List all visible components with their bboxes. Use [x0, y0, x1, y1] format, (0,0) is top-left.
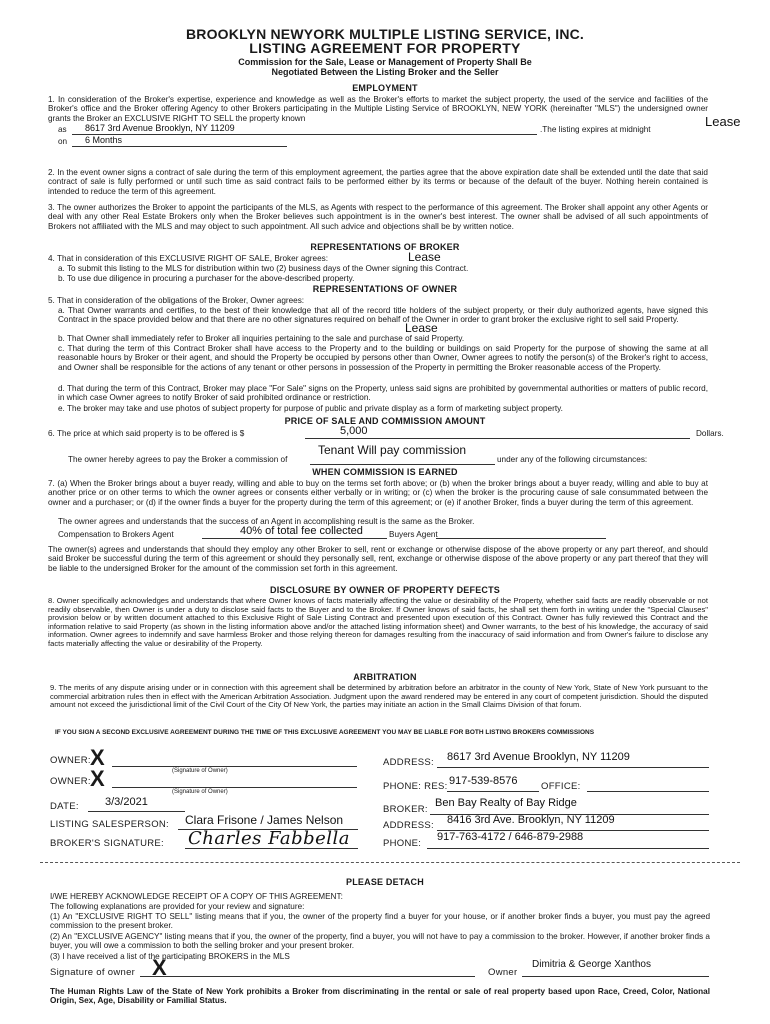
section-disclosure: DISCLOSURE BY OWNER OF PROPERTY DEFECTS — [270, 585, 500, 595]
owner-signature-caption-2: (Signature of Owner) — [172, 789, 228, 795]
section-rep-owner: REPRESENTATIONS OF OWNER — [312, 284, 458, 294]
date-label: DATE: — [50, 801, 79, 812]
owner-signature-line-2[interactable] — [112, 787, 357, 788]
signature-of-owner-label: Signature of owner — [50, 967, 136, 978]
term-line — [72, 146, 287, 147]
brokers-signature-value[interactable]: Charles Fabbella — [188, 828, 351, 849]
paragraph-5b: b. That Owner shall immediately refer to Broker all inquiries pertaining to the sale and purchase of said Property. — [58, 334, 465, 343]
listing-salesperson-label: LISTING SALESPERSON: — [50, 819, 169, 830]
office-line — [587, 791, 709, 792]
owner-signature-line-1[interactable] — [112, 766, 357, 767]
listing-salesperson-value[interactable]: Clara Frisone / James Nelson — [185, 813, 344, 827]
date-value[interactable]: 3/3/2021 — [105, 796, 148, 808]
paragraph-9: 9. The merits of any dispute arising under or in connection with this agreement shall be determined by arbitration before an arbitrator in the county of New York, State of New York pursuant to the commercial arbitration rules then in effect with the American Arbitration Association. Judgment upon the award rendered may be entered in any court of competent jurisdiction. Should the disputed amount not exceed the jurisdictional limit of the Civil Court of the City Of New York, the parties may initiate an action in the Small Claims Division of that forum. — [50, 683, 708, 710]
owner-agrees-lease: Lease — [405, 321, 438, 335]
acknowledge-receipt: I/WE HEREBY ACKNOWLEDGE RECEIPT OF A COPY OF THIS AGREEMENT: — [50, 892, 343, 901]
paragraph-5: 5. That in consideration of the obligations of the Broker, Owner agrees: — [48, 296, 305, 305]
explanation-1: (1) An "EXCLUSIVE RIGHT TO SELL" listing means that if you, the owner of the property find a buyer for your house, or if another broker finds a buyer, you must pay the agreed commission to the present broker. — [50, 912, 710, 931]
section-rep-broker: REPRESENTATIONS OF BROKER — [310, 242, 460, 252]
broker-value[interactable]: Ben Bay Realty of Bay Ridge — [435, 797, 577, 809]
buyers-agent-label: Buyers Agent — [389, 530, 438, 539]
price-label: 6. The price at which said property is to be offered is $ — [48, 429, 245, 438]
section-when-earned: WHEN COMMISSION IS EARNED — [312, 467, 458, 477]
paragraph-4: 4. That in consideration of this EXCLUSIVE RIGHT OF SALE, Broker agrees: — [48, 254, 329, 263]
phone-res-line — [447, 791, 539, 792]
buyers-agent-line — [436, 538, 606, 539]
property-address[interactable]: 8617 3rd Avenue Brooklyn, NY 11209 — [85, 123, 235, 133]
paragraph-4a: a. To submit this listing to the MLS for distribution within two (2) business days of the Owner signing this Contract. — [58, 264, 469, 273]
compensation-value[interactable]: 40% of total fee collected — [240, 525, 363, 537]
circumstances-label: under any of the following circumstances: — [497, 455, 648, 464]
broker-address-label: ADDRESS: — [383, 820, 434, 831]
office-label: OFFICE: — [541, 781, 581, 792]
detach-line — [40, 862, 740, 863]
paragraph-7-other-broker: The owner(s) agrees and understands that should they employ any other Broker to sell, rent or exchange or otherwise dispose of the above property or any part thereof, and should said Broker be successful during the term of this agreement or should they personally sell, rent, exchange or otherwise dispose of the above property or any part thereof that they will be liable to the undersigned Broker for the amount of the commission set forth in this agreement. — [48, 545, 708, 573]
footer-owner-value[interactable]: Dimitria & George Xanthos — [532, 959, 651, 970]
price-line — [305, 438, 690, 439]
owner-signature-x-2: X — [90, 766, 105, 791]
footer-owner-label: Owner — [488, 967, 518, 978]
footer-owner-signature-x: X — [152, 955, 167, 980]
human-rights-notice: The Human Rights Law of the State of New York prohibits a Broker from discriminating in the rental or sale of real property based upon Race, Creed, Color, National Origin, Sex, Age, Disability or Familial Status. — [50, 987, 710, 1006]
listing-type-lease: Lease — [705, 114, 741, 129]
owner-signature-caption-1: (Signature of Owner) — [172, 768, 228, 774]
section-please-detach: PLEASE DETACH — [346, 877, 424, 887]
paragraph-7-agent: The owner agrees and understands that the success of an Agent in accomplishing result is the same as the Broker. — [58, 517, 475, 526]
date-line — [88, 811, 185, 812]
section-price: PRICE OF SALE AND COMMISSION AMOUNT — [284, 416, 486, 426]
listing-term[interactable]: 6 Months — [85, 135, 123, 145]
explanation-3: (3) I have received a list of the participating BROKERS in the MLS — [50, 952, 290, 961]
on-label: on — [58, 137, 68, 146]
document-title: BROOKLYN NEWYORK MULTIPLE LISTING SERVICE, INC. — [185, 26, 585, 42]
commission-amount[interactable]: Tenant Will pay commission — [318, 443, 467, 457]
broker-agrees-lease: Lease — [408, 250, 441, 264]
owner-address-line — [437, 767, 709, 768]
offer-price[interactable]: 5,000 — [340, 425, 368, 437]
commission-note-1: Commission for the Sale, Lease or Management of Property Shall Be — [238, 57, 532, 67]
second-agreement-warning: IF YOU SIGN A SECOND EXCLUSIVE AGREEMENT DURING THE TIME OF THIS EXCLUSIVE AGREEMENT YOU MAY BE LIABLE FOR BOTH LISTING BROKERS COMMISSIONS — [55, 729, 595, 736]
owner-address-label: ADDRESS: — [383, 757, 434, 768]
compensation-label: Compensation to Brokers Agent — [58, 530, 174, 539]
paragraph-4b: b. To use due diligence in procuring a purchaser for the above-described property. — [58, 274, 355, 283]
owner-label-2: OWNER: — [50, 776, 91, 787]
property-line — [72, 134, 537, 135]
listing-expires-label: .The listing expires at midnight — [540, 125, 651, 134]
paragraph-7: 7. (a) When the Broker brings about a buyer ready, willing and able to buy on the terms set forth above; or (b) when the broker brings about a buyer ready, willing and able to buy at another price or on other terms to which the owner agrees or consents either verbally or in writing; or (c) when the broker is the procuring cause of sale consummated between the owner and a purchaser; or (d) if the owner finds a buyer for the property during the term of this agreement; or (e) if another Broker, finds a buyer during the term of this agreement. — [48, 479, 708, 507]
paragraph-2: 2. In the event owner signs a contract of sale during the term of this employment agreement, the parties agree that the above expiration date shall be extended until the date that said contract of sale is fully performed or until such time as said contract fails to be performed either by its terms or because of the default of the buyer. Nothing herein contained is intended to reduce the term of this agreement. — [48, 168, 708, 196]
owner-signature-x-1: X — [90, 745, 105, 770]
dollars-label: Dollars. — [696, 429, 724, 438]
footer-owner-line — [522, 976, 709, 977]
paragraph-5d: d. That during the term of this Contract, Broker may place "For Sale" signs on the Property, unless said signs are prohibited by governmental authorities or matters of public record, in which case Owner agrees to notify Broker of said prohibited ordinance or restriction. — [58, 384, 708, 403]
as-label: as — [58, 125, 67, 134]
commission-label: The owner hereby agrees to pay the Broker a commission of — [68, 455, 288, 464]
phone-res-value[interactable]: 917-539-8576 — [449, 775, 518, 787]
owner-address-value[interactable]: 8617 3rd Avenue Brooklyn, NY 11209 — [447, 751, 630, 763]
phone-res-label: PHONE: RES: — [383, 781, 448, 792]
broker-phone-label: PHONE: — [383, 838, 422, 849]
compensation-line — [202, 538, 387, 539]
brokers-signature-label: BROKER'S SIGNATURE: — [50, 838, 164, 849]
section-employment: EMPLOYMENT — [352, 83, 418, 93]
paragraph-5c: c. That during the term of this Contract Broker shall have access to the Property and to the building or buildings on said Property for the purpose of showing the same at all reasonable hours by Broker or their agent, and should the Property be occupied by persons other than Owner, Owner agrees to notify the person(s) of the Broker's right to access, and Owner shall be responsible for the actions of any tenant or other persons in possession of the Property in permitting the Broker reasonable access of the Property. — [58, 344, 708, 372]
owner-label-1: OWNER: — [50, 755, 91, 766]
paragraph-3: 3. The owner authorizes the Broker to appoint the participants of the MLS, as Agents with respect to the performance of this agreement. The Broker shall appoint any other Agents or deal with any other Real Estate Brokers only when the Broker believes such appointment is in the owner's best interest. The owner shall be advised of all such appointments of Brokers not affiliated with the MLS and may object to such appointment. All such advice and objections shall be by written notice. — [48, 203, 708, 231]
explanation-2: (2) An "EXCLUSIVE AGENCY" listing means that if you, the owner of the property, find a buyer, you will not have to pay a commission to the broker. However, if another broker finds a buyer, you will owe a commission to both the selling broker and your present broker. — [50, 932, 710, 951]
section-arbitration: ARBITRATION — [353, 672, 417, 682]
broker-phone-value[interactable]: 917-763-4172 / 646-879-2988 — [437, 831, 584, 843]
explanations-intro: The following explanations are provided for your review and signature: — [50, 902, 305, 911]
document-subtitle: LISTING AGREEMENT FOR PROPERTY — [249, 40, 521, 56]
broker-address-value[interactable]: 8416 3rd Ave. Brooklyn, NY 11209 — [447, 814, 615, 826]
paragraph-5a: a. That Owner warrants and certifies, to the best of their knowledge that all of the record title holders of the subject property, or their duly authorized agents, have signed this Contract in the space provided below and that there are no other signatures required on behalf of the Owner in order to grant broker the exclusive right to sell said Property. — [58, 306, 708, 325]
paragraph-1: 1. In consideration of the Broker's expertise, experience and knowledge as well as the Broker's efforts to market the subject property, the used of the service and facilities of the Broker's office and the Broker offering Agency to other Brokers participating in the Multiple Listing Service of BROOKLYN, NEW YORK (hereinafter "MLS") the undersigned owner grants the Broker an EXCLUSIVE RIGHT TO SELL the property known — [48, 95, 708, 123]
paragraph-8: 8. Owner specifically acknowledges and understands that where Owner knows of facts materially affecting the value or desirability of the Property, whether said facts are readily observable or not readily observable, then Owner is under a duty to disclose said facts to the Buyer and to the Broker. If Owner knows of said facts, he shall set them forth in writing under the "Special Clauses" provision below or by written document attached to this Exclusive Right of Sale Listing Contract and presented upon execution of this Contract. Owner has fully reviewed this Contract and the information relative to said Property (as shown in the listing information above and/or the attached listing information sheet) and Owner warrants, to the best of his knowledge, the accuracy of said information. Owner agrees to indemnify and save harmless Broker and those relying thereon for damages resulting from the inaccuracy of said information and from Owner's failure to disclose any facts materially affecting the value or desirability of the Property. — [48, 596, 708, 648]
commission-note-2: Negotiated Between the Listing Broker and the Seller — [271, 67, 499, 77]
broker-label: BROKER: — [383, 804, 428, 815]
commission-line — [310, 464, 495, 465]
broker-phone-line — [427, 848, 709, 849]
footer-owner-signature-line[interactable] — [140, 976, 475, 977]
paragraph-5e: e. The broker may take and use photos of subject property for purpose of public and private display as a form of marketing subject property. — [58, 404, 563, 413]
